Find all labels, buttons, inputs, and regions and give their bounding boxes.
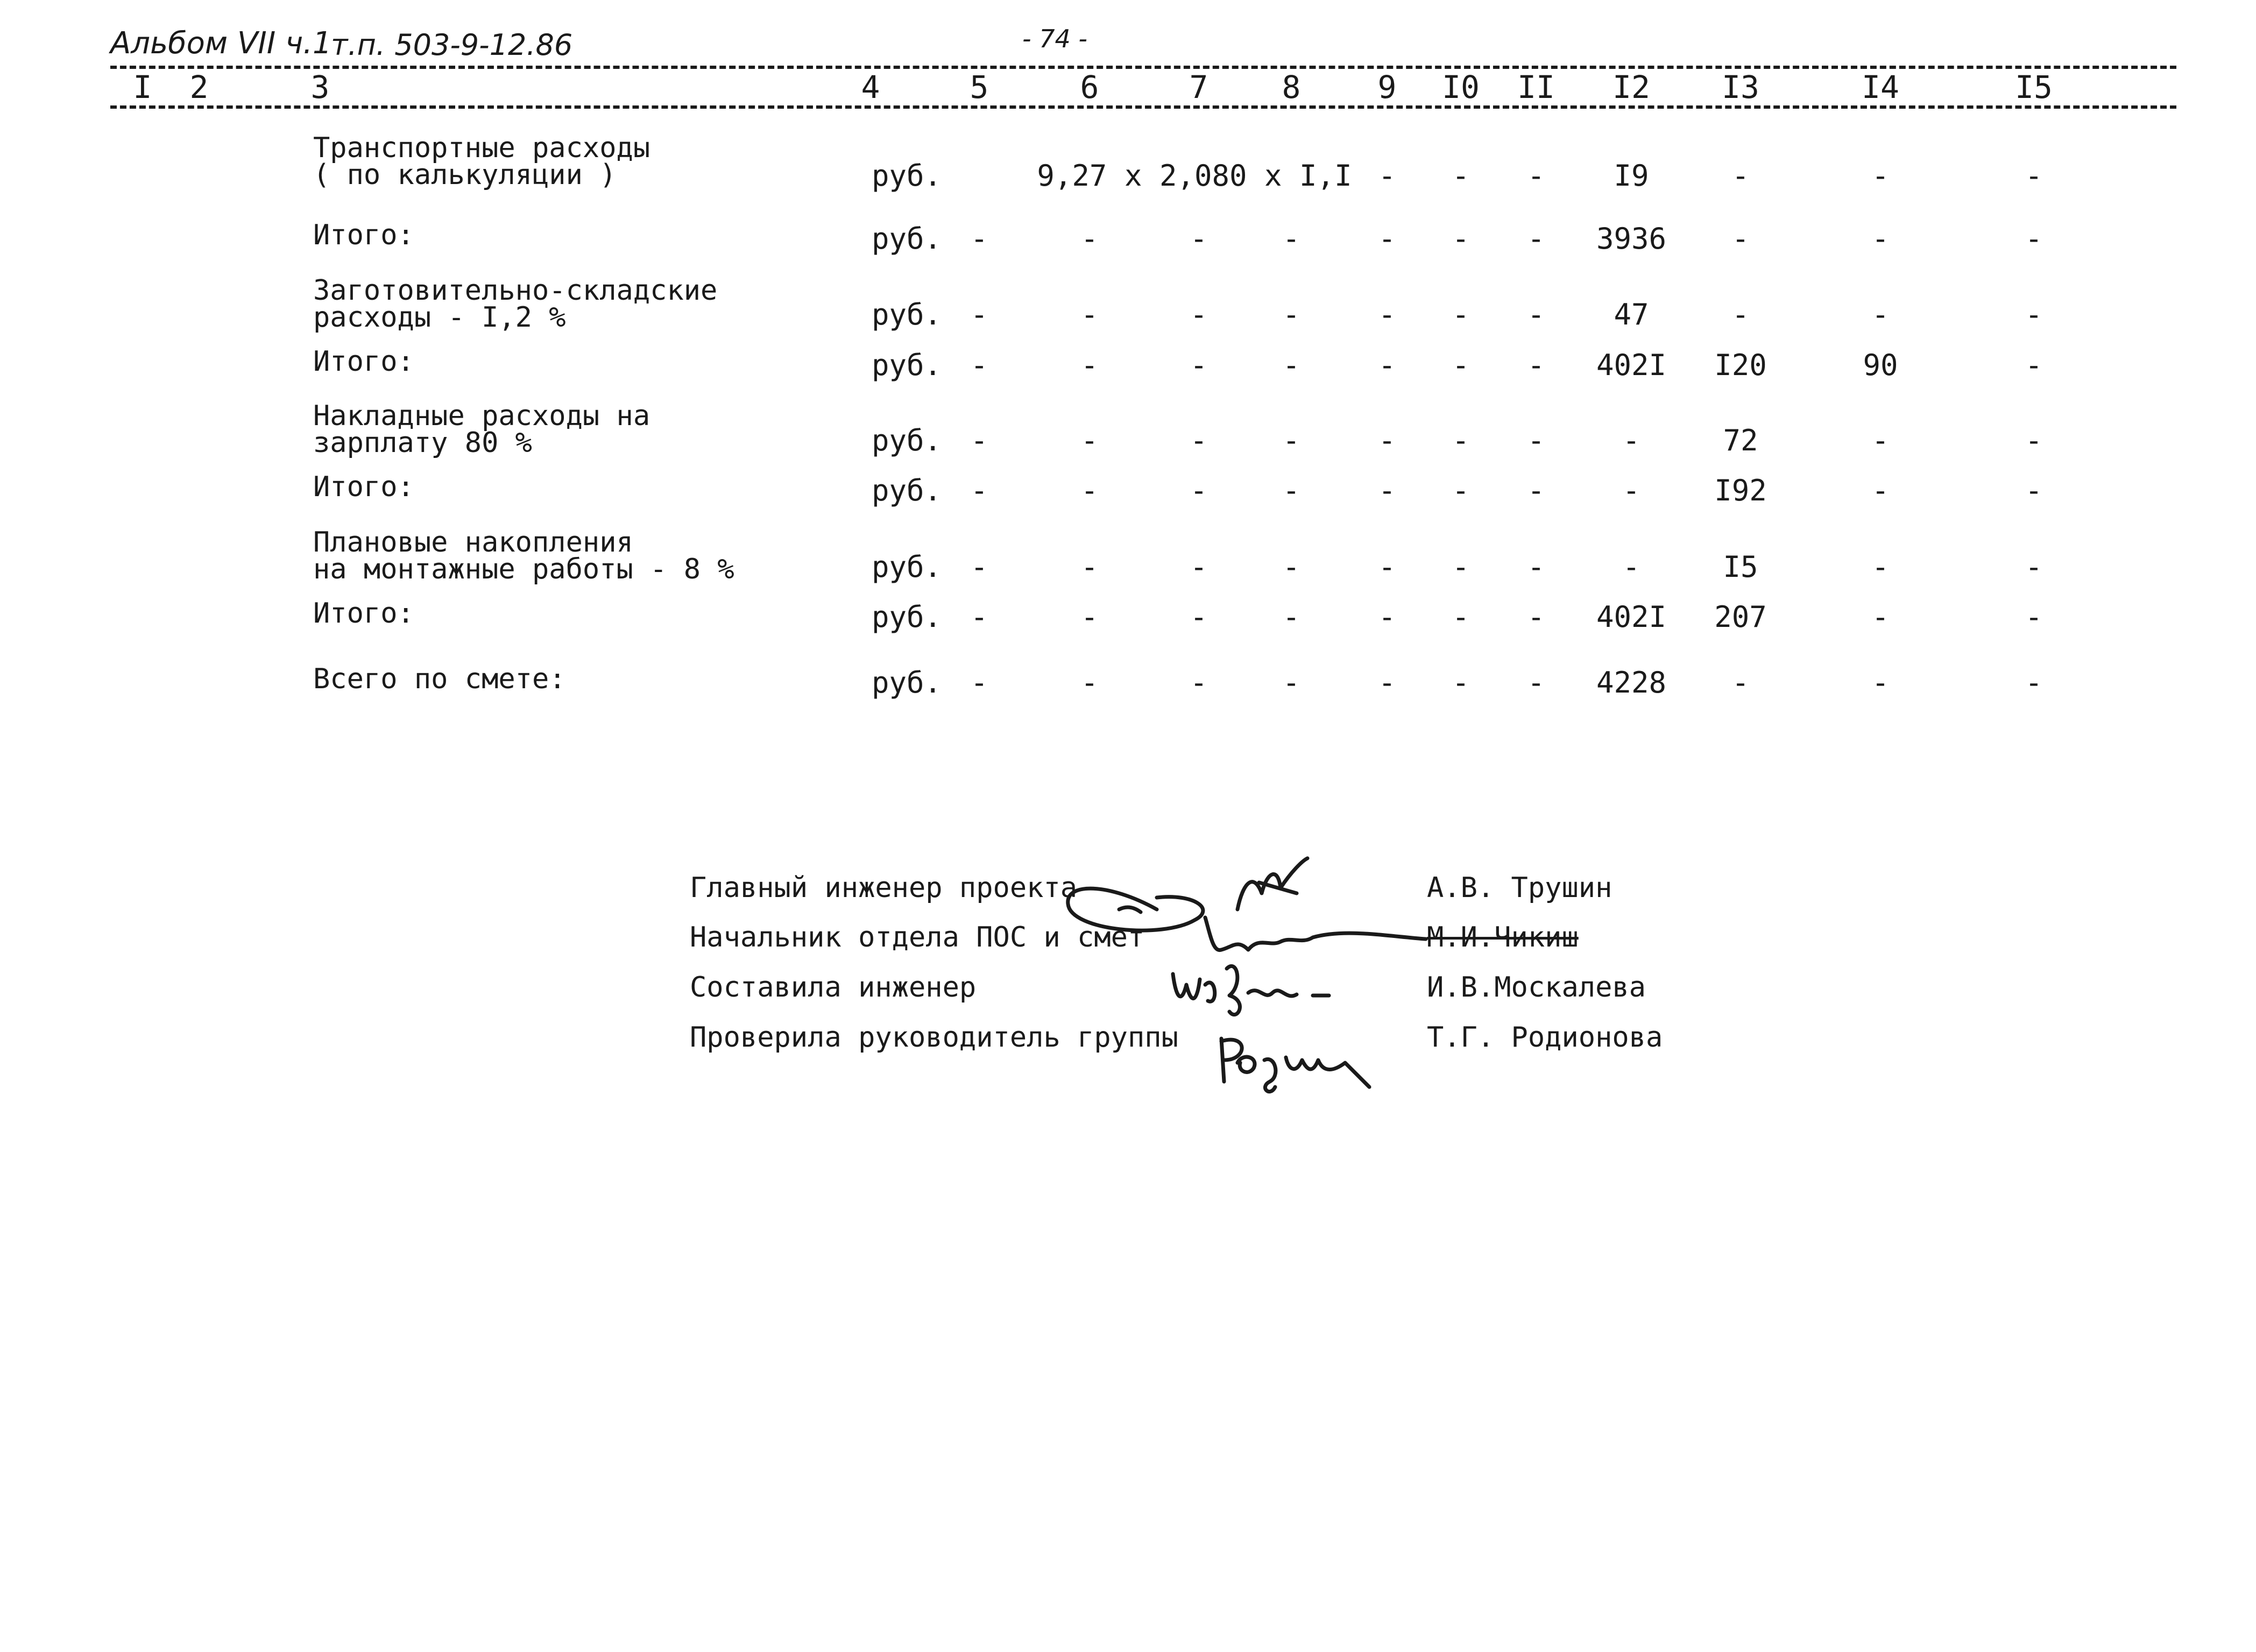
value-cell-col-9: - xyxy=(1378,600,1396,634)
value-cell-col-14: - xyxy=(1871,298,1890,331)
description-line: ( по калькуляции ) xyxy=(313,159,617,191)
column-number: I3 xyxy=(1722,69,1759,105)
value-cell-col-7: - xyxy=(1190,600,1208,634)
unit-cell: руб. xyxy=(871,298,942,331)
signature-trushin xyxy=(1237,858,1307,909)
value-cell-col-12: 402I xyxy=(1596,600,1667,634)
column-number: I0 xyxy=(1442,69,1480,105)
description-line: Итого: xyxy=(313,597,414,630)
column-number: II xyxy=(1517,69,1555,105)
unit-cell: руб. xyxy=(871,348,942,382)
unit-cell: руб. xyxy=(871,222,942,256)
signature-rodionova xyxy=(1221,1039,1369,1092)
signature-name: М.И.Чикиш xyxy=(1427,921,1579,954)
unit-cell: руб. xyxy=(871,423,942,457)
value-cell-col-14: 90 xyxy=(1863,348,1898,382)
value-cell-col-6: - xyxy=(1080,474,1099,507)
signature-name: Т.Г. Родионова xyxy=(1427,1021,1663,1054)
description-line: Итого: xyxy=(313,345,414,378)
column-number: I2 xyxy=(1613,69,1650,105)
value-cell-col-14: - xyxy=(1871,222,1890,256)
value-cell-col-10: - xyxy=(1452,550,1470,584)
value-cell-col-5: - xyxy=(970,298,988,331)
description-line: Итого: xyxy=(313,471,414,503)
value-cell-col-12: 3936 xyxy=(1596,222,1667,256)
value-cell-col-10: - xyxy=(1452,600,1470,634)
value-cell-col-11: - xyxy=(1527,666,1545,700)
value-cell-col-12: 47 xyxy=(1614,298,1649,331)
value-cell-col-10: - xyxy=(1452,474,1470,507)
value-cell-col-15: - xyxy=(2025,159,2043,193)
value-cell-col-6: - xyxy=(1080,600,1099,634)
value-cell-col-8: - xyxy=(1282,298,1300,331)
description-line: Транспортные расходы xyxy=(313,132,650,164)
value-cell-col-7: - xyxy=(1190,348,1208,382)
value-cell-col-15: - xyxy=(2025,298,2043,331)
value-cell-col-7: - xyxy=(1190,423,1208,457)
value-cell-col-14: - xyxy=(1871,600,1890,634)
signature-loop-mark xyxy=(1119,907,1141,912)
value-cell-col-14: - xyxy=(1871,550,1890,584)
page-number: - 74 - xyxy=(1022,24,1087,53)
value-cell-col-7: - xyxy=(1190,474,1208,507)
value-cell-col-11: - xyxy=(1527,550,1545,584)
column-number: 2 xyxy=(189,69,209,105)
unit-cell: руб. xyxy=(871,474,942,507)
value-cell-col-11: - xyxy=(1527,474,1545,507)
value-cell-col-9: - xyxy=(1378,348,1396,382)
value-cell-col-11: - xyxy=(1527,600,1545,634)
value-cell-col-9: - xyxy=(1378,298,1396,331)
value-cell-col-13: I92 xyxy=(1714,474,1767,507)
description-line: расходы - I,2 % xyxy=(313,301,566,334)
value-cell-col-13: - xyxy=(1731,222,1750,256)
value-cell-col-9: - xyxy=(1378,222,1396,256)
value-cell-col-8: - xyxy=(1282,600,1300,634)
value-cell-col-8: - xyxy=(1282,474,1300,507)
value-cell-col-12: - xyxy=(1622,423,1640,457)
column-number: 9 xyxy=(1377,69,1397,105)
value-cell-col-9: - xyxy=(1378,159,1396,193)
value-cell-col-8: - xyxy=(1282,666,1300,700)
value-cell-col-5: - xyxy=(970,666,988,700)
value-cell-col-5: - xyxy=(970,550,988,584)
value-cell-col-8: - xyxy=(1282,222,1300,256)
value-cell-col-8: - xyxy=(1282,423,1300,457)
album-label: Альбом VII ч.1 xyxy=(110,26,332,61)
column-number: 7 xyxy=(1189,69,1208,105)
value-cell-col-7: - xyxy=(1190,222,1208,256)
value-cell-col-11: - xyxy=(1527,222,1545,256)
value-cell-col-7: - xyxy=(1190,550,1208,584)
value-cell-col-15: - xyxy=(2025,348,2043,382)
signature-role: Начальник отдела ПОС и смет xyxy=(690,921,1145,954)
unit-cell: руб. xyxy=(871,159,942,193)
value-cell-col-13: - xyxy=(1731,666,1750,700)
column-number: 5 xyxy=(970,69,989,105)
value-cell-col-13: 207 xyxy=(1714,600,1767,634)
column-number: 4 xyxy=(861,69,880,105)
value-cell-col-6: - xyxy=(1080,666,1099,700)
signature-name: И.В.Москалева xyxy=(1427,971,1646,1004)
description-line: Накладные расходы на xyxy=(313,400,650,432)
value-cell-col-13: I20 xyxy=(1714,348,1767,382)
signature-chikish xyxy=(1205,917,1426,950)
value-cell-col-9: - xyxy=(1378,550,1396,584)
unit-cell: руб. xyxy=(871,600,942,634)
value-cell-col-11: - xyxy=(1527,298,1545,331)
description-line: Заготовительно-складские xyxy=(313,274,718,307)
value-cell-col-6: - xyxy=(1080,298,1099,331)
value-cell-col-14: - xyxy=(1871,474,1890,507)
signature-role: Составила инженер xyxy=(690,971,977,1004)
column-number: I xyxy=(133,69,152,105)
value-cell-col-12: - xyxy=(1622,474,1640,507)
description-line: Итого: xyxy=(313,219,414,251)
value-cell-col-6: - xyxy=(1080,550,1099,584)
value-cell-col-8: - xyxy=(1282,348,1300,382)
value-cell-col-12: 402I xyxy=(1596,348,1667,382)
signature-moskaleva xyxy=(1173,966,1329,1014)
value-cell-col-5: - xyxy=(970,423,988,457)
value-cell-col-15: - xyxy=(2025,666,2043,700)
value-cell-col-6: - xyxy=(1080,348,1099,382)
value-cell-col-10: - xyxy=(1452,159,1470,193)
value-cell-col-8: - xyxy=(1282,550,1300,584)
value-cell-col-13: - xyxy=(1731,159,1750,193)
value-cell-col-15: - xyxy=(2025,550,2043,584)
value-cell-col-5: - xyxy=(970,474,988,507)
description-line: Плановые накопления xyxy=(313,526,633,559)
value-cell-col-15: - xyxy=(2025,474,2043,507)
value-cell-col-11: - xyxy=(1527,159,1545,193)
value-cell-col-14: - xyxy=(1871,423,1890,457)
signature-name: А.В. Трушин xyxy=(1427,872,1613,904)
value-cell-col-12: 4228 xyxy=(1596,666,1667,700)
value-cell-col-15: - xyxy=(2025,600,2043,634)
project-code: т.п. 503-9-12.86 xyxy=(331,28,573,62)
value-cell-col-6: - xyxy=(1080,423,1099,457)
description-line: на монтажные работы - 8 % xyxy=(313,553,734,585)
description-line: зарплату 80 % xyxy=(313,427,532,459)
column-number: 8 xyxy=(1282,69,1301,105)
value-cell-col-13: 72 xyxy=(1723,423,1758,457)
value-cell-col-7: - xyxy=(1190,666,1208,700)
value-cell-col-5: - xyxy=(970,348,988,382)
unit-cell: руб. xyxy=(871,666,942,700)
signature-role: Проверила руководитель группы xyxy=(690,1021,1178,1054)
value-cell-col-9: - xyxy=(1378,666,1396,700)
value-cell-col-9: - xyxy=(1378,474,1396,507)
column-number: I5 xyxy=(2015,69,2053,105)
value-cell-col-13: - xyxy=(1731,298,1750,331)
value-cell-col-9: - xyxy=(1378,423,1396,457)
value-cell-col-10: - xyxy=(1452,222,1470,256)
column-number: 3 xyxy=(310,69,330,105)
value-cell-col-14: - xyxy=(1871,666,1890,700)
value-cell-col-10: - xyxy=(1452,423,1470,457)
value-cell-col-12: I9 xyxy=(1614,159,1649,193)
column-number: I4 xyxy=(1862,69,1899,105)
value-cell-col-10: - xyxy=(1452,348,1470,382)
value-cell-col-12: - xyxy=(1622,550,1640,584)
description-line: Всего по смете: xyxy=(313,663,566,695)
value-cell-col-6: - xyxy=(1080,222,1099,256)
value-cell-col-7: - xyxy=(1190,298,1208,331)
value-cell-col-13: I5 xyxy=(1723,550,1758,584)
unit-cell: руб. xyxy=(871,550,942,584)
value-cell-col-5: - xyxy=(970,600,988,634)
value-cell-col-10: - xyxy=(1452,298,1470,331)
value-cell-col-15: - xyxy=(2025,423,2043,457)
signature-role: Главный инженер проекта xyxy=(690,872,1078,904)
value-cell-col-14: - xyxy=(1871,159,1890,193)
formula-cell: 9,27 x 2,080 x I,I xyxy=(1037,159,1352,193)
value-cell-col-5: - xyxy=(970,222,988,256)
value-cell-col-10: - xyxy=(1452,666,1470,700)
column-number: 6 xyxy=(1080,69,1099,105)
value-cell-col-15: - xyxy=(2025,222,2043,256)
value-cell-col-11: - xyxy=(1527,423,1545,457)
value-cell-col-11: - xyxy=(1527,348,1545,382)
